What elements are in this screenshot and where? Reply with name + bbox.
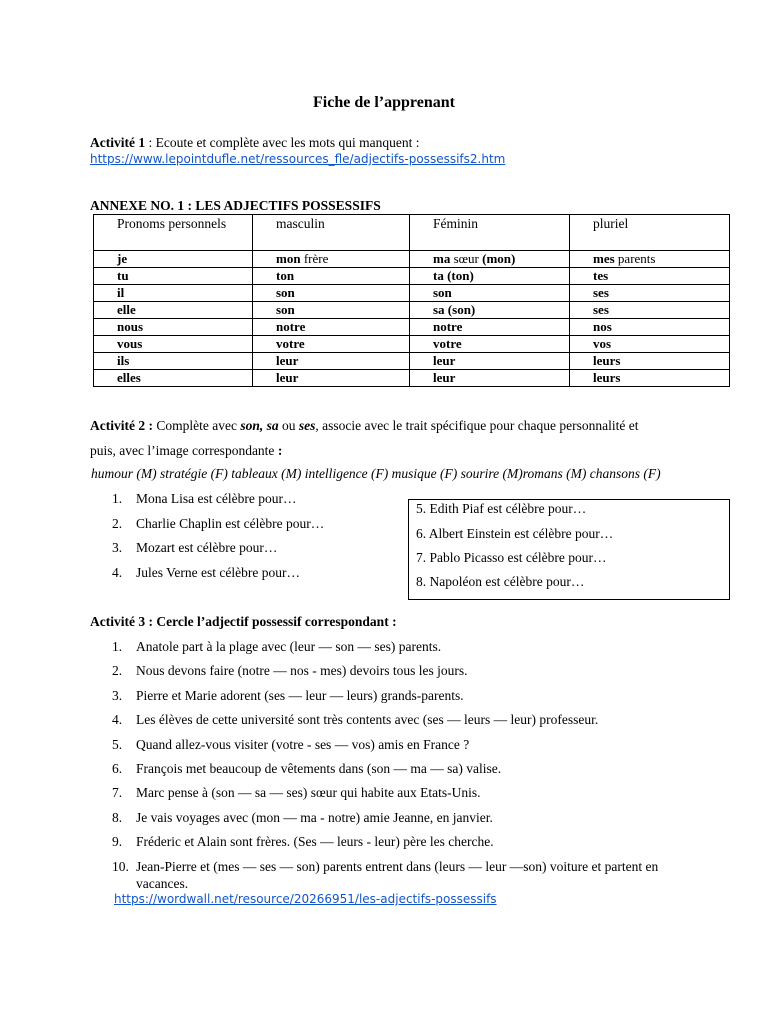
adjective: leurs <box>593 370 621 385</box>
table-cell-masculin <box>253 370 410 387</box>
item-text: Pierre et Marie adorent (ses — leur — leurs) grands-parents. <box>136 687 464 703</box>
table-cell-pluriel <box>570 353 730 370</box>
activite1-instruction <box>90 135 420 151</box>
item-text: Quand allez-vous visiter (votre - ses — vos) amis en France ? <box>136 736 470 752</box>
pronoun: vous <box>117 336 143 351</box>
item-text: Marc pense à (son — sa — ses) sœur qui habite aux Etats-Unis. <box>136 785 481 801</box>
item-number: 7. <box>112 785 123 801</box>
table-cell-feminin <box>410 251 570 268</box>
table-header-cell: masculin <box>253 215 410 251</box>
example-noun: sœur <box>450 251 483 266</box>
traits-list: humour (M) stratégie (F) tableaux (M) intelligence (F) musique (F) sourire (M)romans (M) chansons (F) <box>91 466 661 481</box>
table-cell-pronoun <box>94 285 253 302</box>
box-item: 6. Albert Einstein est célèbre pour… <box>416 526 614 541</box>
item-text: Nous devons faire (notre — nos - mes) devoirs tous les jours. <box>136 663 468 679</box>
item-text: Les élèves de cette université sont très contents avec (ses — leurs — leur) professeur. <box>136 712 599 728</box>
item-number: 3. <box>112 540 123 555</box>
activite2-instruction <box>90 418 730 434</box>
annexe-heading: ANNEXE NO. 1 : LES ADJECTIFS POSSESSIFS <box>90 198 381 213</box>
item-text: Fréderic et Alain sont frères. (Ses — leurs - leur) père les cherche. <box>136 834 494 850</box>
list-item <box>112 565 324 590</box>
table-header-cell: Féminin <box>410 215 570 251</box>
example-noun: parents <box>614 251 656 266</box>
table-row <box>94 370 730 387</box>
table-cell-pronoun <box>94 302 253 319</box>
box-item: 5. Edith Piaf est célèbre pour… <box>416 501 587 516</box>
table-cell-pronoun <box>94 353 253 370</box>
pronoun: elles <box>117 370 141 385</box>
table-cell-masculin <box>253 268 410 285</box>
activite2-list <box>112 491 324 589</box>
item-number: 6. <box>112 760 123 776</box>
list-item <box>112 760 692 777</box>
adjective: ton <box>276 268 295 283</box>
box-item: 8. Napoléon est célèbre pour… <box>416 574 585 589</box>
activite2-box <box>408 499 730 600</box>
table-cell-pronoun <box>94 336 253 353</box>
table-row <box>94 353 730 370</box>
list-item <box>112 491 324 516</box>
table-cell-masculin <box>253 251 410 268</box>
item-text: Jean-Pierre et (mes — ses — son) parents entrent dans (leurs — leur —son) voiture et partent en vacances. <box>136 858 659 891</box>
table-cell-masculin <box>253 302 410 319</box>
activite3-link[interactable]: https://wordwall.net/resource/20266951/les-adjectifs-possessifs <box>114 892 497 906</box>
adjective: sa (son) <box>433 302 476 317</box>
table-cell-masculin <box>253 336 410 353</box>
table-cell-pronoun <box>94 268 253 285</box>
table-cell-masculin <box>253 319 410 336</box>
instruction-text: puis, avec l’image correspondante <box>90 443 278 458</box>
activite3-heading: Activité 3 : Cercle l’adjectif possessif correspondant : <box>90 614 397 629</box>
pronoun: elle <box>117 302 136 317</box>
item-number: 9. <box>112 834 123 850</box>
table-header-cell: pluriel <box>570 215 730 251</box>
table-cell-feminin <box>410 285 570 302</box>
table-cell-pluriel <box>570 319 730 336</box>
item-number: 1. <box>112 491 123 506</box>
adjective: mes <box>593 251 615 266</box>
table-header-cell: Pronoms personnels <box>94 215 253 251</box>
box-item: 7. Pablo Picasso est célèbre pour… <box>416 550 607 565</box>
activite2-label: Activité 2 : <box>90 418 153 433</box>
item-number: 4. <box>112 712 123 728</box>
table-cell-feminin <box>410 302 570 319</box>
item-number: 10. <box>112 858 129 874</box>
item-text: Anatole part à la plage avec (leur — son — ses) parents. <box>136 639 442 654</box>
table-cell-pluriel <box>570 302 730 319</box>
pronoun: je <box>117 251 128 266</box>
adjective: tes <box>593 268 609 283</box>
adjective: ma <box>433 251 451 266</box>
item-number: 4. <box>112 564 123 580</box>
activite1-link[interactable]: https://www.lepointdufle.net/ressources_fle/adjectifs-possessifs2.htm <box>90 152 506 166</box>
table-cell-pluriel <box>570 336 730 353</box>
table-cell-feminin <box>410 370 570 387</box>
adjective: ses <box>593 302 609 317</box>
adjective: votre <box>276 336 305 351</box>
table-cell-masculin <box>253 285 410 302</box>
table-cell-pluriel <box>570 285 730 302</box>
table-cell-pluriel <box>570 370 730 387</box>
table-cell-pluriel <box>570 251 730 268</box>
activite1-label: Activité 1 <box>90 135 146 150</box>
adjective: votre <box>433 336 462 351</box>
adjective: notre <box>433 319 463 334</box>
table-cell-pronoun <box>94 370 253 387</box>
adjective: notre <box>276 319 306 334</box>
adjective: son <box>433 285 452 300</box>
table-cell-feminin <box>410 353 570 370</box>
adjective: ta (ton) <box>433 268 474 283</box>
list-item <box>112 833 692 850</box>
table-cell-feminin <box>410 319 570 336</box>
item-number: 2. <box>112 663 123 679</box>
pronoun: ils <box>117 353 130 368</box>
table-row <box>94 268 730 285</box>
item-text: Jules Verne est célèbre pour… <box>136 564 300 580</box>
list-item <box>112 809 692 826</box>
list-item <box>112 687 692 704</box>
adjective: nos <box>593 319 612 334</box>
adjective: leur <box>276 370 299 385</box>
adjective: son <box>276 285 295 300</box>
table-cell-pronoun <box>94 319 253 336</box>
pronoun: nous <box>117 319 144 334</box>
table-cell-pluriel <box>570 268 730 285</box>
item-text: Charlie Chaplin est célèbre pour… <box>136 515 325 531</box>
adjective-note: (mon) <box>482 251 516 266</box>
item-number: 5. <box>112 736 123 752</box>
example-noun: frère <box>300 251 329 266</box>
item-text: Mona Lisa est célèbre pour… <box>136 491 297 506</box>
list-item <box>112 711 692 728</box>
adjective: leur <box>433 370 456 385</box>
adjective: son <box>276 302 295 317</box>
list-item <box>112 662 692 679</box>
adjective: leur <box>433 353 456 368</box>
adjective: leur <box>276 353 299 368</box>
item-number: 2. <box>112 515 123 531</box>
pronoun: il <box>117 285 125 300</box>
table-row <box>94 285 730 302</box>
adjective: mon <box>276 251 301 266</box>
table-row <box>94 251 730 268</box>
adjective: vos <box>593 336 612 351</box>
possessive-adjectives-table <box>93 214 730 387</box>
keyword: ses <box>298 418 316 433</box>
adjective: ses <box>593 285 609 300</box>
list-item <box>112 540 324 565</box>
item-number: 3. <box>112 687 123 703</box>
item-text: Mozart est célèbre pour… <box>136 540 278 555</box>
table-row <box>94 302 730 319</box>
item-number: 8. <box>112 809 123 825</box>
instruction-text: Complète avec <box>152 418 241 433</box>
item-number: 1. <box>112 639 123 654</box>
list-item <box>112 858 692 892</box>
item-text: Je vais voyages avec (mon — ma - notre) amie Jeanne, en janvier. <box>136 809 493 825</box>
adjective: leurs <box>593 353 621 368</box>
list-item <box>112 516 324 541</box>
instruction-text: , associe avec le trait spécifique pour chaque personnalité et <box>315 418 639 433</box>
page-title: Fiche de l’apprenant <box>313 94 455 111</box>
activite2-instruction-line2 <box>90 443 282 459</box>
table-cell-feminin <box>410 268 570 285</box>
instruction-text: ou <box>278 418 299 433</box>
table-row <box>94 336 730 353</box>
activite3-list <box>112 638 692 899</box>
list-item <box>112 736 692 753</box>
list-item <box>112 638 692 655</box>
list-item <box>112 784 692 801</box>
table-cell-masculin <box>253 353 410 370</box>
keyword: son, sa <box>240 418 279 433</box>
table-row <box>94 319 730 336</box>
table-header-row <box>94 215 730 251</box>
table-cell-feminin <box>410 336 570 353</box>
instruction-colon: : <box>277 443 283 458</box>
activite1-text: : Ecoute et complète avec les mots qui manquent : <box>145 135 420 150</box>
pronoun: tu <box>117 268 129 283</box>
item-text: François met beaucoup de vêtements dans (son — ma — sa) valise. <box>136 760 502 776</box>
table-cell-pronoun <box>94 251 253 268</box>
